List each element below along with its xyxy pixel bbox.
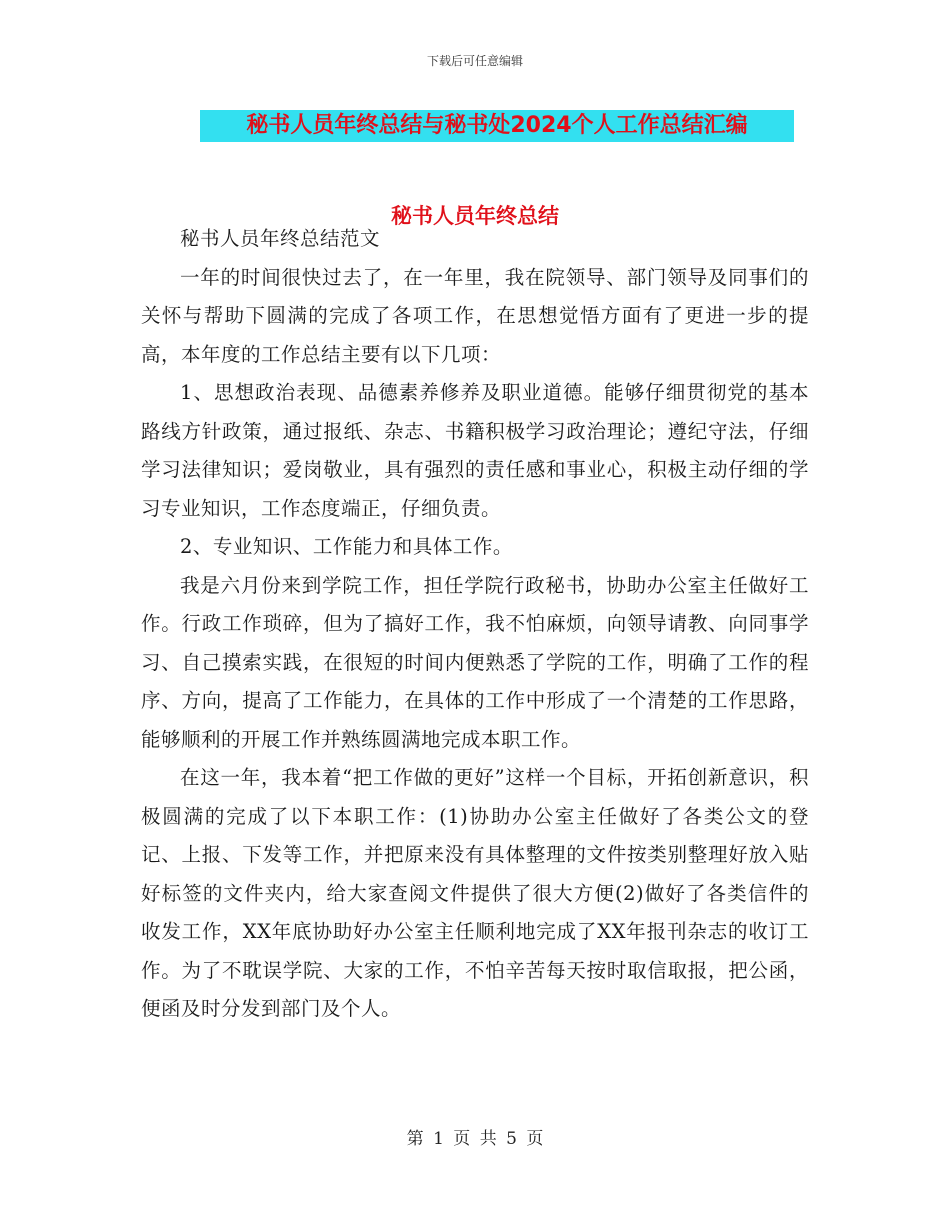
page-number: 第 1 页 共 5 页: [406, 1129, 544, 1149]
page-header-note: 下载后可任意编辑: [426, 54, 523, 68]
paragraph: 我是六月份来到学院工作，担任学院行政秘书，协助办公室主任做好工作。行政工作琐碎，但为了搞好工作，我不怕麻烦，向领导请教、向同事学习、自己摸索实践，在很短的时间内便熟悉了学院的工作，明确了工作的程序、方向，提高了工作能力，在具体的工作中形成了一个清楚的工作思路，能够顺利的开展工作并熟练圆满地完成本职工作。: [141, 573, 809, 751]
section-title: 秘书人员年终总结: [391, 204, 559, 228]
paragraph: 在这一年，我本着“把工作做的更好”这样一个目标，开拓创新意识，积极圆满的完成了以下本职工作：(1)协助办公室主任做好了各类公文的登记、上报、下发等工作，并把原来没有具体整理的文件按类别整理好放入贴好标签的文件夹内，给大家查阅文件提供了很大方便(2)做好了各类信件的收发工作，XX年底协助好办公室主任顺利地完成了XX年报刊杂志的收订工作。为了不耽误学院、大家的工作，不怕辛苦每天按时取信取报，把公函，便函及时分发到部门及个人。: [141, 766, 809, 1020]
document-body: [141, 220, 809, 1029]
paragraph: 2、专业知识、工作能力和具体工作。: [180, 535, 513, 558]
paragraph: 1、思想政治表现、品德素养修养及职业道德。能够仔细贯彻党的基本路线方针政策，通过报纸、杂志、书籍积极学习政治理论；遵纪守法，仔细学习法律知识；爱岗敬业，具有强烈的责任感和事业心，积极主动仔细的学习专业知识，工作态度端正，仔细负责。: [141, 381, 809, 520]
document-title: 秘书人员年终总结与秘书处2024个人工作总结汇编: [200, 110, 794, 142]
paragraph: 一年的时间很快过去了，在一年里，我在院领导、部门领导及同事们的关怀与帮助下圆满的完成了各项工作，在思想觉悟方面有了更进一步的提高，本年度的工作总结主要有以下几项：: [141, 265, 809, 366]
paragraph: 秘书人员年终总结范文: [180, 227, 381, 250]
